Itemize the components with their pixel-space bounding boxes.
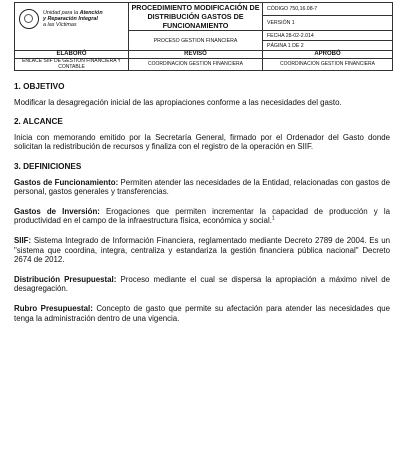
definition-item: [14, 236, 390, 265]
aprobo-value: COORDINACION GESTION FINANCIERA: [263, 59, 393, 71]
document-version: VERSIÓN 1: [263, 15, 393, 30]
aprobo-label: APROBÓ: [263, 51, 393, 59]
seal-icon: [19, 9, 39, 29]
section-text-alcance: Inicia con memorando emitido por la Secretaría General, firmado por el Ordenador del Gasto donde solicitan la redistribución de recursos y finaliza con el registro de la operación en SIIF.: [14, 132, 390, 152]
definition-term: Gastos de Funcionamiento:: [14, 177, 119, 187]
definition-text: Concepto de gasto que permite su afectación para atender las necesidades que tenga la administración dentro de una vigencia.: [14, 303, 391, 323]
section-heading-objetivo: 1. OBJETIVO: [14, 82, 65, 91]
definition-item: [14, 178, 390, 197]
definition-term: Rubro Presupuestal:: [14, 303, 93, 313]
document-body: [14, 82, 390, 333]
definition-term: Distribución Presupuestal:: [14, 274, 117, 284]
reviso-label: REVISÓ: [129, 51, 263, 59]
page-number: PÁGINA 1 DE 2: [263, 41, 393, 51]
definition-term: Gastos de Inversión:: [14, 206, 100, 216]
definition-text: Permiten atender las necesidades de la Entidad, relacionadas con gastos de personal, gastos generales y transferencias.: [14, 177, 390, 197]
definition-text: Proceso mediante el cual se dispersa la apropiación a máximo nivel de desagregación.: [14, 274, 390, 294]
definition-item: [14, 275, 390, 294]
logo-cell: [15, 3, 129, 51]
elaboro-value: ENLACE SIIF DE GESTION FINANCIERA Y CONTABLE: [15, 59, 129, 71]
elaboro-label: ELABORÓ: [15, 51, 129, 59]
definition-item: [14, 207, 390, 226]
section-text-objetivo: Modificar la desagregación inicial de las apropiaciones conforme a las necesidades del gasto.: [14, 97, 342, 107]
document-title: PROCEDIMIENTO MODIFICACIÓN DE DISTRIBUCIÓN GASTOS DE FUNCIONAMIENTO: [129, 3, 263, 31]
footnote-marker: 1: [271, 215, 275, 222]
process-name: PROCESO GESTION FINANCIERA: [129, 31, 263, 51]
section-heading-definiciones: 3. DEFINICIONES: [14, 161, 82, 171]
section-heading-alcance: 2. ALCANCE: [14, 117, 63, 127]
definition-item: [14, 304, 390, 323]
definition-term: SIIF:: [14, 235, 32, 245]
definition-text: Erogaciones que permiten incrementar la capacidad de producción y la productividad en el campo de la infraestructura física, económica y social.: [14, 206, 390, 226]
document-code: CÓDIGO 750,16.08-7: [263, 3, 393, 16]
definition-text: Sistema Integrado de Información Financiera, reglamentado mediante Decreto 2789 de 2004. Es un "sistema que coordina, integra, centraliza y estandariza la gestión financiera pública nacional" Decreto 2674 de 2012.: [14, 235, 390, 265]
organization-logo-text: Unidad para la Atención y Reparación Integral a las Víctimas: [43, 10, 103, 29]
document-date: FECHA 28-02-2.014: [263, 31, 393, 41]
reviso-value: COORDINACION GESTION FINANCIERA: [129, 59, 263, 71]
document-header: [14, 2, 393, 71]
